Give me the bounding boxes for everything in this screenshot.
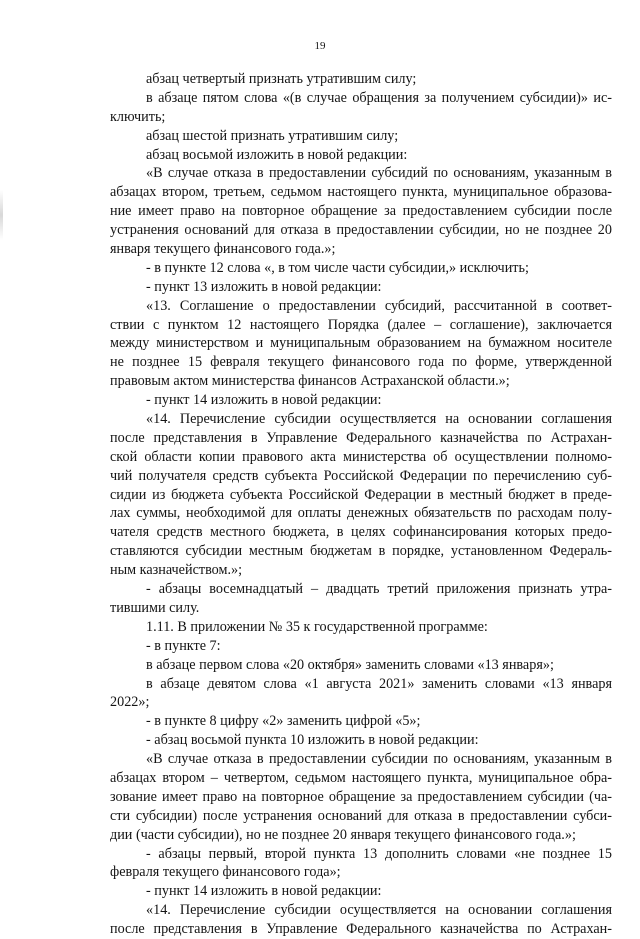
text-line: не позднее 15 февраля текущего финансового года по форме, утвержденной: [110, 354, 612, 371]
text-line: после представления в Управление Федерального казначейства по Астрахан-: [110, 921, 612, 938]
text-line: сти субсидии) после устранения оснований для отказа в предоставлении субси-: [110, 807, 612, 824]
text-line: - в пункте 8 цифру «2» заменить цифрой «5»;: [146, 713, 421, 730]
text-line: абзац восьмой изложить в новой редакции:: [146, 146, 408, 163]
text-line: чателя средств местного бюджета, в целях софинансирования которых предо-: [110, 524, 612, 541]
text-line: «14. Перечисление субсидии осуществляется на основании соглашения: [146, 902, 612, 919]
text-line: после представления в Управление Федерального казначейства по Астрахан-: [110, 429, 612, 446]
text-line: между министерством и муниципальным образованием на бумажном носителе: [110, 335, 612, 352]
text-line: - в пункте 12 слова «, в том числе части субсидии,» исключить;: [146, 259, 529, 276]
text-line: абзацах втором, третьем, седьмом настоящего пункта, муниципальное образова-: [110, 184, 612, 201]
text-line: тившими силу.: [110, 599, 200, 616]
text-line: 2022»;: [110, 694, 150, 711]
text-line: правовым актом министерства финансов Астраханской области.»;: [110, 373, 510, 390]
text-line: ствии с пунктом 12 настоящего Порядка (далее – соглашение), заключается: [110, 316, 612, 333]
text-line: 1.11. В приложении № 35 к государственной программе:: [146, 618, 488, 635]
text-line: дии (части субсидии), но не позднее 20 января текущего финансового года.»;: [110, 826, 576, 843]
text-line: «В случае отказа в предоставлении субсидии по основаниям, указанным в: [146, 751, 612, 768]
text-line: ние имеет право на повторное обращение за предоставлением субсидии после: [110, 203, 612, 220]
document-body: [110, 70, 612, 939]
text-line: абзац четвертый признать утратившим силу;: [146, 71, 417, 87]
text-line: абзацах втором – четвертом, седьмом настоящего пункта, муниципальное обра-: [110, 769, 612, 786]
text-line: зование имеет право на повторное обращение за предоставлением субсидии (ча-: [110, 788, 612, 805]
text-line: «В случае отказа в предоставлении субсидий по основаниям, указанным в: [146, 165, 612, 182]
text-line: абзац шестой признать утратившим силу;: [146, 127, 399, 144]
text-line: в абзаце девятом слова «1 августа 2021» заменить словами «13 января: [146, 675, 612, 692]
text-line: - абзацы восемнадцатый – двадцать третий приложения признать утра-: [146, 581, 612, 598]
text-line: ской области копии правового акта министерства об осуществлении полномо-: [110, 448, 612, 465]
text-line: января текущего финансового года.»;: [110, 241, 336, 258]
text-line: ключить;: [110, 108, 166, 125]
text-line: - абзац восьмой пункта 10 изложить в новой редакции:: [146, 732, 479, 749]
text-line: - пункт 14 изложить в новой редакции:: [146, 883, 382, 900]
text-line: устранения оснований для отказа в предоставлении субсидии, но не позднее 20: [110, 222, 612, 239]
text-line: февраля текущего финансового года»;: [110, 864, 341, 881]
text-line: - в пункте 7:: [146, 637, 221, 654]
text-line: - абзацы первый, второй пункта 13 дополнить словами «не позднее 15: [146, 845, 612, 862]
text-line: в абзаце пятом слова «(в случае обращения за получением субсидии)» ис-: [146, 89, 612, 106]
text-line: лах суммы, необходимой для оплаты денежных обязательств по расходам полу-: [110, 505, 612, 522]
text-line: ным казначейством.»;: [110, 562, 243, 579]
text-line: сидии из бюджета субъекта Российской Федерации в местный бюджет в преде-: [110, 486, 612, 503]
text-line: в абзаце первом слова «20 октября» заменить словами «13 января»;: [146, 656, 554, 673]
text-line: - пункт 13 изложить в новой редакции:: [146, 278, 382, 295]
text-line: ставляются субсидии местным бюджетам в порядке, установленном Федераль-: [110, 543, 612, 560]
text-line: «14. Перечисление субсидии осуществляется на основании соглашения: [146, 411, 612, 428]
text-line: чий получателя средств субъекта Российской Федерации по перечислению суб-: [110, 467, 612, 484]
scan-artifact: [0, 190, 3, 240]
text-line: «13. Соглашение о предоставлении субсидий, рассчитанной в соответ-: [146, 297, 612, 314]
page-number: 19: [314, 40, 326, 52]
text-line: - пункт 14 изложить в новой редакции:: [146, 392, 382, 409]
